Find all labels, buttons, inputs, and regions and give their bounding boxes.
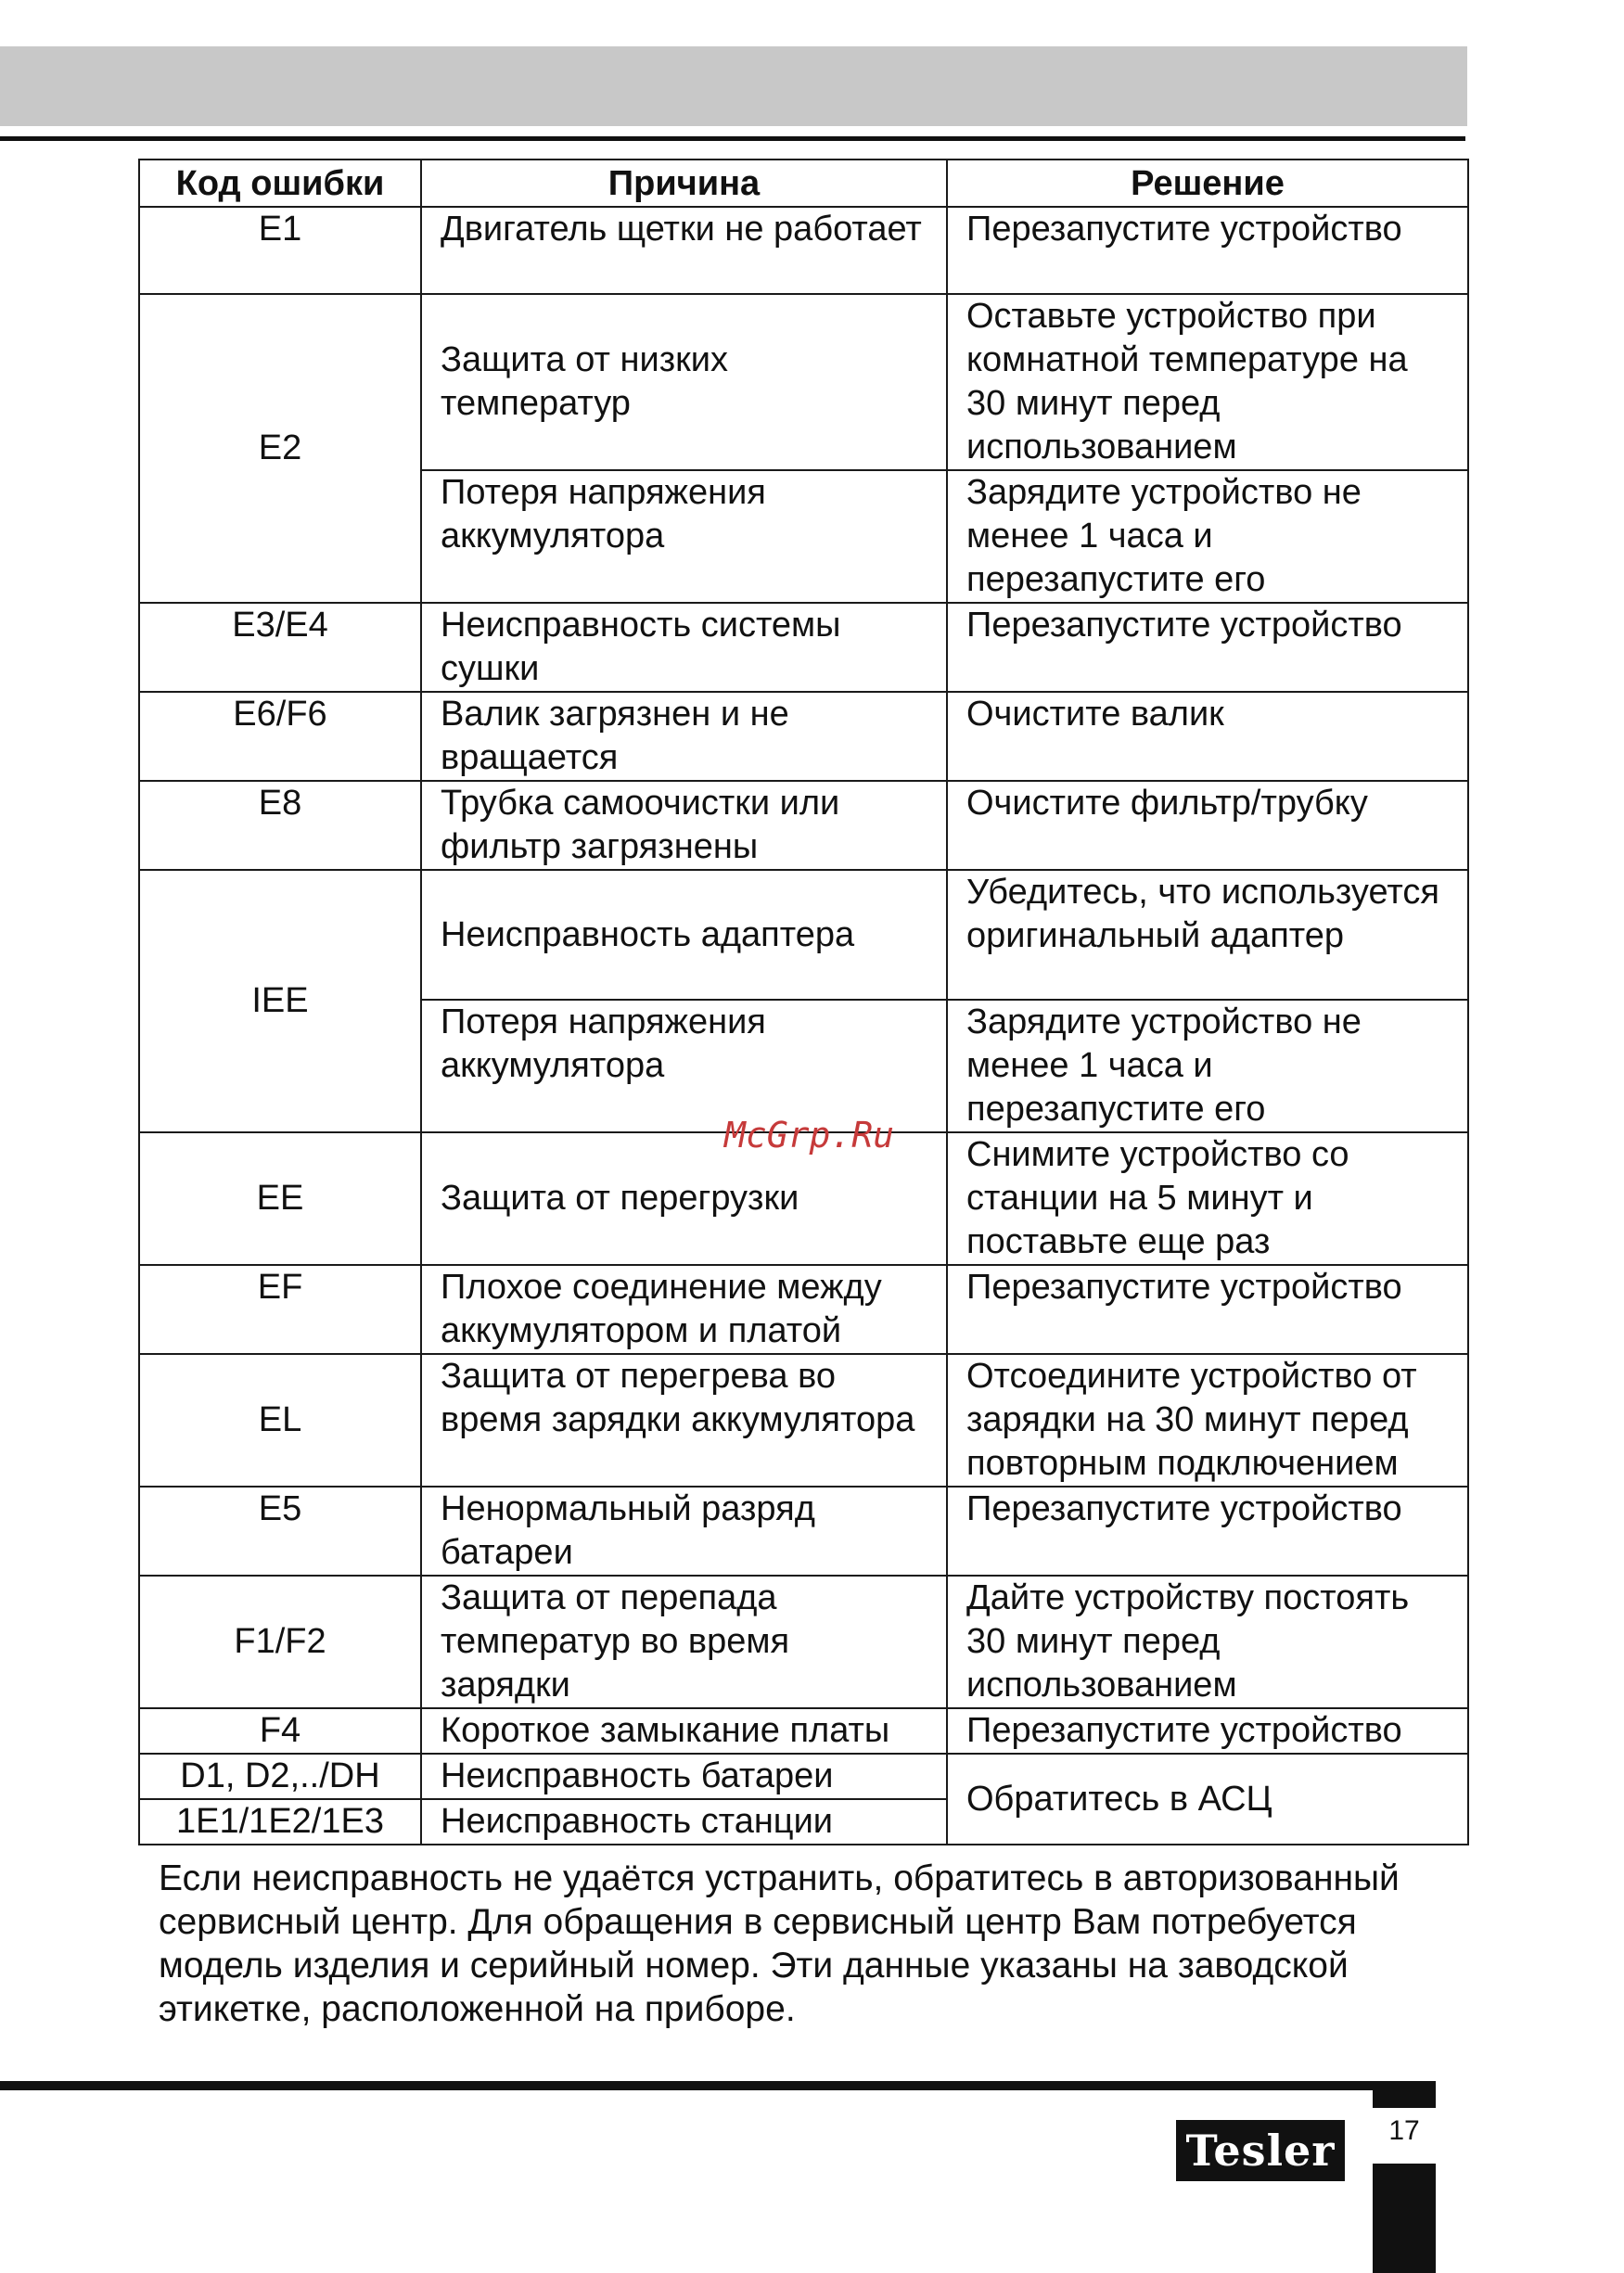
header-cause: Причина xyxy=(421,160,947,207)
error-code: EL xyxy=(139,1354,421,1487)
header-code: Код ошибки xyxy=(139,160,421,207)
page-number: 17 xyxy=(1373,2108,1436,2164)
table-row xyxy=(139,603,1468,692)
error-solution: Очистите валик xyxy=(947,692,1468,781)
error-cause: Защита от перепада температур во время зарядки xyxy=(421,1576,947,1708)
error-solution: Перезапустите устройство xyxy=(947,1487,1468,1576)
error-cause: Неисправность адаптера xyxy=(421,870,947,1000)
error-cause: Неисправность станции xyxy=(421,1799,947,1845)
error-codes-table xyxy=(138,159,1469,1845)
watermark-text: McGrp.Ru xyxy=(724,1115,895,1156)
error-solution: Перезапустите устройство xyxy=(947,1265,1468,1354)
error-code: E8 xyxy=(139,781,421,870)
error-cause: Защита от низких температур xyxy=(421,294,947,470)
header-band xyxy=(0,46,1467,126)
error-solution: Перезапустите устройство xyxy=(947,603,1468,692)
error-cause: Плохое соединение между аккумулятором и платой xyxy=(421,1265,947,1354)
table-row xyxy=(139,1708,1468,1754)
error-cause: Неисправность батареи xyxy=(421,1754,947,1799)
table-row xyxy=(139,1754,1468,1799)
table-row xyxy=(139,1354,1468,1487)
error-solution: Обратитесь в АСЦ xyxy=(947,1754,1468,1845)
error-solution: Зарядите устройство не менее 1 часа и перезапустите его xyxy=(947,1000,1468,1132)
error-cause: Неисправность системы сушки xyxy=(421,603,947,692)
error-code: D1, D2,../DH xyxy=(139,1754,421,1799)
error-cause: Двигатель щетки не работает xyxy=(421,207,947,294)
error-solution: Снимите устройство со станции на 5 минут и поставьте еще раз xyxy=(947,1132,1468,1265)
error-code: IEE xyxy=(139,870,421,1132)
error-cause: Защита от перегрузки xyxy=(421,1132,947,1265)
error-solution: Перезапустите устройство xyxy=(947,207,1468,294)
table-row xyxy=(139,1265,1468,1354)
error-cause: Трубка самоочистки или фильтр загрязнены xyxy=(421,781,947,870)
error-code: 1E1/1E2/1E3 xyxy=(139,1799,421,1845)
error-solution: Очистите фильтр/трубку xyxy=(947,781,1468,870)
error-solution: Убедитесь, что используется оригинальный адаптер xyxy=(947,870,1468,1000)
error-solution: Перезапустите устройство xyxy=(947,1708,1468,1754)
table-header-row xyxy=(139,160,1468,207)
error-cause: Валик загрязнен и не вращается xyxy=(421,692,947,781)
error-cause: Потеря напряжения аккумулятора xyxy=(421,470,947,603)
error-code: E6/F6 xyxy=(139,692,421,781)
footer-rule xyxy=(0,2081,1436,2090)
error-solution: Зарядите устройство не менее 1 часа и перезапустите его xyxy=(947,470,1468,603)
error-code: E2 xyxy=(139,294,421,603)
table-row xyxy=(139,294,1468,470)
service-center-note: Если неисправность не удаётся устранить, обратитесь в авторизованный сервисный центр. Для обращения в сервисный центр Вам потребуется модель изделия и серийный номер. Эти данные указаны на заводской этикетке, расположенной на приборе. xyxy=(159,1858,1400,2029)
error-solution: Оставьте устройство при комнатной температуре на 30 минут перед использованием xyxy=(947,294,1468,470)
error-code: E3/E4 xyxy=(139,603,421,692)
table-row xyxy=(139,781,1468,870)
error-cause: Короткое замыкание платы xyxy=(421,1708,947,1754)
error-solution: Отсоедините устройство от зарядки на 30 минут перед повторным подключением xyxy=(947,1354,1468,1487)
error-cause: Потеря напряжения аккумулятора xyxy=(421,1000,947,1132)
error-code: EE xyxy=(139,1132,421,1265)
table-row xyxy=(139,207,1468,294)
table-row xyxy=(139,870,1468,1000)
error-solution: Дайте устройству постоять 30 минут перед использованием xyxy=(947,1576,1468,1708)
header-solution: Решение xyxy=(947,160,1468,207)
error-code: EF xyxy=(139,1265,421,1354)
error-code: F1/F2 xyxy=(139,1576,421,1708)
error-code: E5 xyxy=(139,1487,421,1576)
error-cause: Ненормальный разряд батареи xyxy=(421,1487,947,1576)
table-row xyxy=(139,692,1468,781)
table-row xyxy=(139,1487,1468,1576)
error-cause: Защита от перегрева во время зарядки аккумулятора xyxy=(421,1354,947,1487)
error-code: E1 xyxy=(139,207,421,294)
table-row xyxy=(139,1576,1468,1708)
header-rule xyxy=(0,136,1465,141)
brand-logo: Tesler xyxy=(1176,2120,1345,2181)
error-code: F4 xyxy=(139,1708,421,1754)
